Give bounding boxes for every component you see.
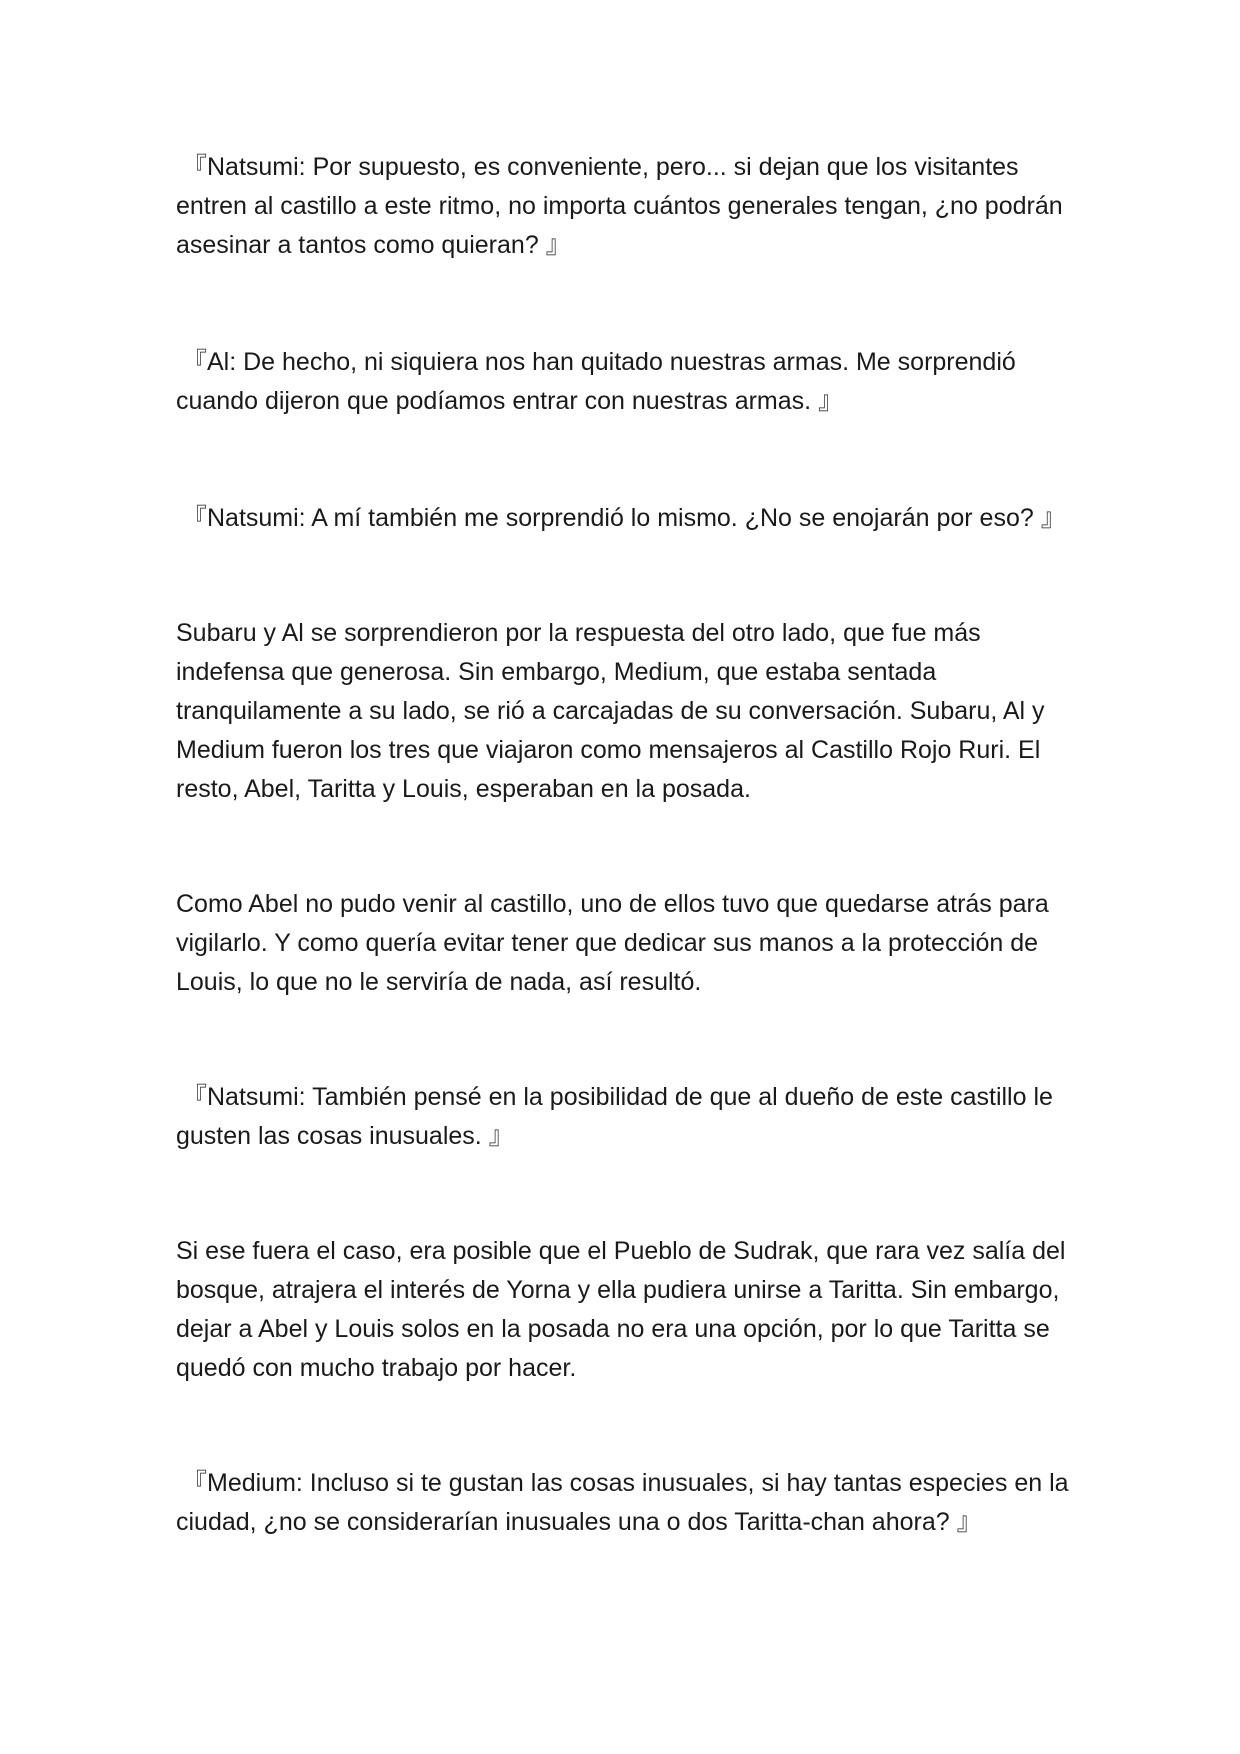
text-column [176,148,1076,1542]
narration-paragraph: Como Abel no pudo venir al castillo, uno de ellos tuvo que quedarse atrás para vigilarlo. Y como quería evitar tener que dedicar sus manos a la protección de Louis, lo que no le serviría de nada, así resultó. [176,890,1049,996]
narration-paragraph: Subaru y Al se sorprendieron por la respuesta del otro lado, que fue más indefensa que generosa. Sin embargo, Medium, que estaba sentada tranquilamente a su lado, se rió a carcajadas de su conversación. Subaru, Al y Medium fueron los tres que viajaron como mensajeros al Castillo Rojo Ruri. El resto, Abel, Taritta y Louis, esperaban en la posada. [176,619,1045,803]
narration-paragraph: Si ese fuera el caso, era posible que el Pueblo de Sudrak, que rara vez salía del bosque, atrajera el interés de Yorna y ella pudiera unirse a Taritta. Sin embargo, dejar a Abel y Louis solos en la posada no era una opción, por lo que Taritta se quedó con mucho trabajo por hacer. [176,1237,1066,1382]
dialogue-paragraph: 『Medium: Incluso si te gustan las cosas inusuales, si hay tantas especies en la ciudad, ¿no se considerarían inusuales una o dos Taritta-chan ahora? 』 [176,1469,1069,1536]
dialogue-paragraph: 『Natsumi: También pensé en la posibilidad de que al dueño de este castillo le gusten las cosas inusuales. 』 [176,1083,1053,1150]
dialogue-paragraph: 『Natsumi: A mí también me sorprendió lo mismo. ¿No se enojarán por eso? 』 [182,504,1066,532]
dialogue-paragraph: 『Natsumi: Por supuesto, es conveniente, pero... si dejan que los visitantes entren al castillo a este ritmo, no importa cuántos generales tengan, ¿no podrán asesinar a tantos como quieran? 』 [176,153,1063,259]
dialogue-paragraph: 『Al: De hecho, ni siquiera nos han quitado nuestras armas. Me sorprendió cuando dijeron que podíamos entrar con nuestras armas. 』 [176,348,1016,415]
